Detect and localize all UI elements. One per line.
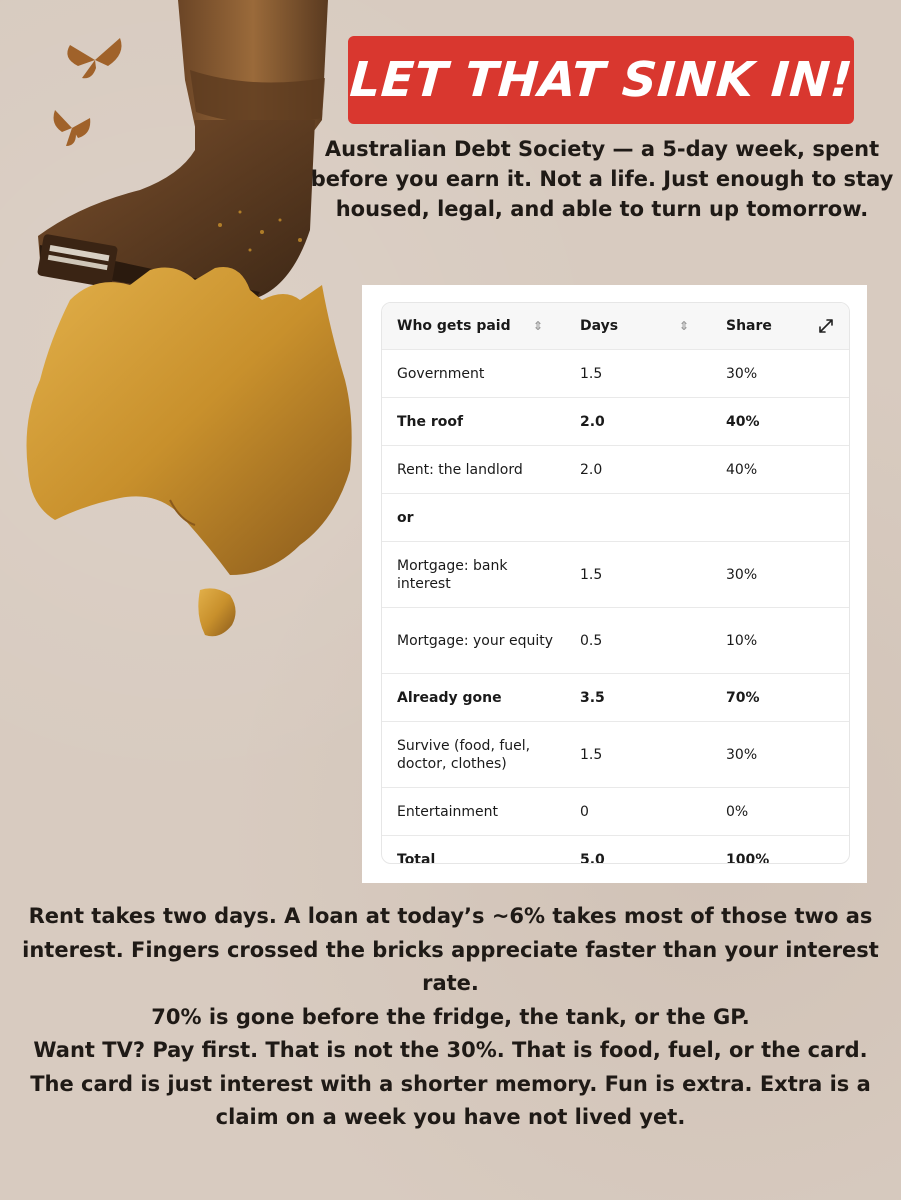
tasmania-map (198, 588, 235, 636)
cell-days: 2.0 (580, 461, 603, 478)
table-header (382, 303, 849, 350)
table-row (382, 788, 849, 836)
header-label: Share (726, 318, 772, 334)
cell-share: 30% (726, 746, 758, 763)
cell-days: 0 (580, 803, 589, 820)
cell-share: 100% (726, 851, 770, 864)
cell-days: 0.5 (580, 632, 603, 649)
subtitle-text: Australian Debt Society — a 5-day week, spent before you earn it. Not a life. Just enough to stay housed, legal, and able to turn up tomorrow. (310, 137, 894, 221)
data-table (381, 302, 850, 864)
cell-days: 1.5 (580, 365, 603, 382)
footer-text (20, 900, 881, 1135)
cell-who: Survive (food, fuel, doctor, clothes) (397, 737, 531, 772)
table-row (382, 398, 849, 446)
headline-text: LET THAT SINK IN! (347, 52, 855, 108)
footer-paragraph: Want TV? Pay first. That is not the 30%. That is food, fuel, or the card. (33, 1038, 868, 1062)
cell-days: 1.5 (580, 566, 603, 583)
cell-share: 30% (726, 566, 758, 583)
header-label: Who gets paid (397, 318, 511, 334)
cell-who: Already gone (397, 689, 502, 706)
cell-share: 40% (726, 413, 760, 430)
header-days[interactable] (565, 318, 711, 334)
cell-who: Mortgage: your equity (397, 632, 553, 649)
table-row (382, 446, 849, 494)
cell-days: 3.5 (580, 689, 605, 706)
cell-days: 5.0 (580, 851, 605, 864)
table-row (382, 836, 849, 864)
cell-days: 2.0 (580, 413, 605, 430)
cell-who: The roof (397, 413, 464, 430)
boot-australia-illustration (0, 0, 360, 660)
table-row (382, 542, 849, 608)
sort-icon[interactable]: ⇕ (532, 319, 543, 333)
cell-who: or (397, 509, 414, 526)
moth-icon (67, 38, 121, 78)
table-row (382, 722, 849, 788)
cell-days: 1.5 (580, 746, 603, 763)
cell-share: 10% (726, 632, 758, 649)
footer-paragraph: 70% is gone before the fridge, the tank, or the GP. (151, 1004, 750, 1029)
table-row (382, 674, 849, 722)
footer-paragraph: The card is just interest with a shorter memory. Fun is extra. Extra is a claim on a week you have not lived yet. (30, 1071, 871, 1129)
table-card (362, 285, 867, 883)
footer-paragraph: Rent takes two days. A loan at today’s ~6% takes most of those two as interest. Fingers crossed the bricks appreciate faster than your interest rate. (22, 904, 879, 995)
cell-who: Entertainment (397, 803, 499, 820)
table-row (382, 494, 849, 542)
cell-who: Rent: the landlord (397, 461, 523, 478)
cell-who: Government (397, 365, 485, 382)
moth-icon (54, 110, 91, 146)
australia-map (27, 267, 352, 575)
cell-share: 30% (726, 365, 758, 382)
cell-share: 0% (726, 803, 749, 820)
table-row (382, 608, 849, 674)
cell-who: Total (397, 851, 436, 864)
cell-share: 40% (726, 461, 758, 478)
sort-icon[interactable]: ⇕ (678, 319, 689, 333)
cell-who: Mortgage: bank interest (397, 557, 508, 592)
cell-share: 70% (726, 689, 760, 706)
header-who-gets-paid[interactable] (382, 317, 565, 335)
table-row (382, 350, 849, 398)
expand-icon[interactable] (817, 317, 835, 335)
headline-banner (348, 36, 854, 124)
header-label: Days (580, 318, 619, 334)
